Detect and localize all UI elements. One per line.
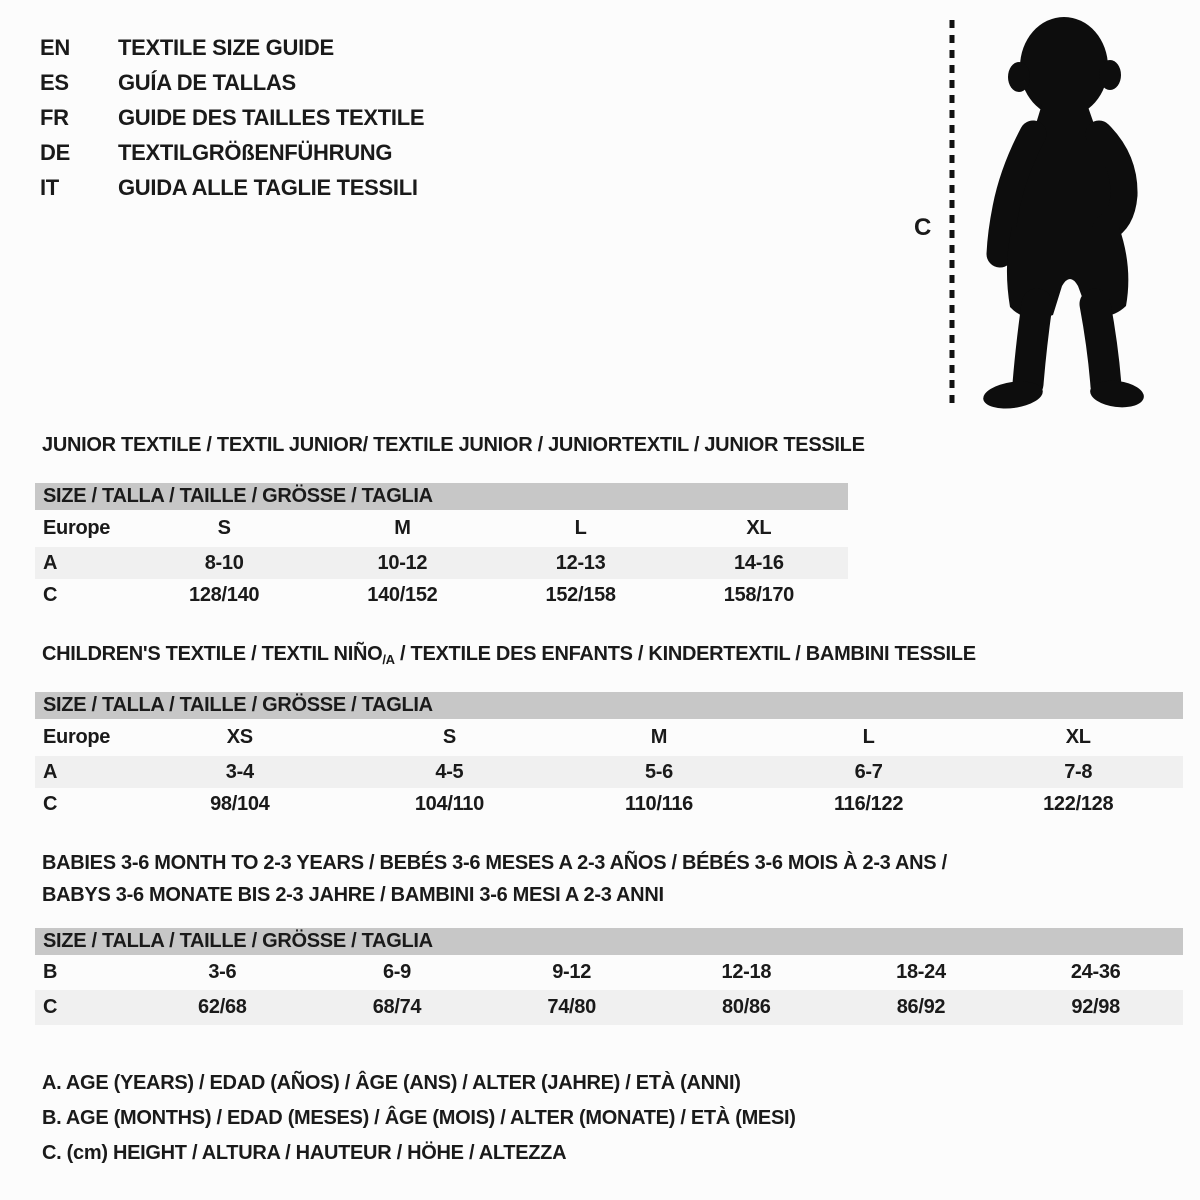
size-cell: M [394,517,411,539]
lang-code: IT [40,174,59,200]
value-cell: 128/140 [189,583,260,606]
value-cell: 80/86 [722,996,771,1018]
size-header-bar: SIZE / TALLA / TAILLE / GRÖSSE / TAGLIA [35,692,1183,719]
value-cell: 104/110 [414,792,484,815]
lang-code: FR [40,104,69,130]
legend-line-c: C. (cm) HEIGHT / ALTURA / HAUTEUR / HÖHE / ALTEZZA [42,1142,567,1164]
babies-size-table [35,928,1183,1025]
lang-code: EN [40,34,70,60]
lang-row-en [40,30,424,65]
children-row-a [35,756,1183,788]
children-section-title [42,643,976,667]
junior-sizes-row [35,510,848,547]
size-header-bar: SIZE / TALLA / TAILLE / GRÖSSE / TAGLIA [35,483,848,510]
value-cell: 86/92 [896,996,946,1018]
legend-line-a: A. AGE (YEARS) / EDAD (AÑOS) / ÂGE (ANS) / ALTER (JAHRE) / ETÀ (ANNI) [42,1072,741,1094]
lang-title: GUIDE DES TAILLES TEXTILE [118,104,425,130]
lang-row-it [40,170,424,205]
size-cell: XS [226,726,253,748]
row-label: A [43,551,58,574]
toddler-silhouette [905,10,1160,415]
junior-section-title: JUNIOR TEXTILE / TEXTIL JUNIOR/ TEXTILE JUNIOR / JUNIORTEXTIL / JUNIOR TESSILE [42,434,865,456]
size-cell: S [217,517,231,539]
value-cell: 12-13 [555,551,606,574]
row-label: C [43,583,58,606]
value-cell: 14-16 [734,551,784,574]
value-cell: 3-6 [208,961,237,983]
size-cell: L [862,726,875,748]
children-row-c [35,788,1183,820]
value-cell: 74/80 [547,996,596,1018]
size-header-bar: SIZE / TALLA / TAILLE / GRÖSSE / TAGLIA [35,928,1183,955]
lang-code: ES [40,69,69,95]
value-cell: 4-5 [435,760,464,783]
babies-row-b [35,955,1183,990]
language-header [40,30,424,205]
value-cell: 110/116 [624,792,693,815]
value-cell: 12-18 [721,961,772,983]
lang-row-fr [40,100,424,135]
children-title-pre: CHILDREN'S TEXTILE / TEXTIL NIÑO [42,643,383,665]
junior-row-a [35,547,848,579]
junior-size-table [35,483,848,611]
children-sizes-row [35,719,1183,756]
value-cell: 6-7 [854,760,883,783]
value-cell: 9-12 [552,961,592,983]
row-label: C [43,996,58,1018]
lang-title: TEXTILGRÖßENFÜHRUNG [118,139,393,165]
region-label: Europe [43,726,111,748]
babies-section-title-line1: BABIES 3-6 MONTH TO 2-3 YEARS / BEBÉS 3-6 MESES A 2-3 AÑOS / BÉBÉS 3-6 MOIS À 2-3 ANS / [42,852,947,874]
size-cell: XL [1065,726,1091,748]
value-cell: 152/158 [545,583,616,606]
junior-row-c [35,579,848,611]
lang-row-de [40,135,424,170]
legend-line-b: B. AGE (MONTHS) / EDAD (MESES) / ÂGE (MOIS) / ALTER (MONATE) / ETÀ (MESI) [42,1107,796,1129]
value-cell: 158/170 [723,583,794,606]
value-cell: 98/104 [210,792,270,815]
size-cell: S [442,726,456,748]
value-cell: 3-4 [225,760,254,783]
children-title-post: / TEXTILE DES ENFANTS / KINDERTEXTIL / BAMBINI TESSILE [394,643,976,665]
size-cell: XL [746,517,772,539]
row-label: C [43,792,58,815]
row-label: A [43,760,58,783]
value-cell: 5-6 [644,760,673,783]
value-cell: 6-9 [382,961,411,983]
value-cell: 62/68 [198,996,247,1018]
lang-title: GUIDA ALLE TAGLIE TESSILI [118,174,418,200]
value-cell: 116/122 [834,792,904,815]
size-cell: M [650,726,668,748]
value-cell: 10-12 [377,551,428,574]
lang-title: TEXTILE SIZE GUIDE [118,34,334,60]
value-cell: 7-8 [1064,760,1093,783]
value-cell: 140/152 [367,583,438,606]
babies-section-title-line2: BABYS 3-6 MONATE BIS 2-3 JAHRE / BAMBINI 3-6 MESI A 2-3 ANNI [42,884,664,906]
lang-row-es [40,65,424,100]
lang-title: GUÍA DE TALLAS [118,69,296,95]
children-title-subscript: /A [382,652,395,667]
height-measure-label: C [914,214,932,241]
value-cell: 18-24 [896,961,946,983]
lang-code: DE [40,139,70,165]
value-cell: 92/98 [1071,996,1120,1018]
size-cell: L [574,517,587,539]
value-cell: 8-10 [204,551,244,574]
value-cell: 68/74 [372,996,422,1018]
children-size-table [35,692,1183,820]
value-cell: 24-36 [1070,961,1121,983]
baby-silhouette-shape [981,17,1145,412]
row-label: B [43,961,58,983]
region-label: Europe [43,517,111,539]
value-cell: 122/128 [1043,792,1114,815]
babies-row-c [35,990,1183,1025]
